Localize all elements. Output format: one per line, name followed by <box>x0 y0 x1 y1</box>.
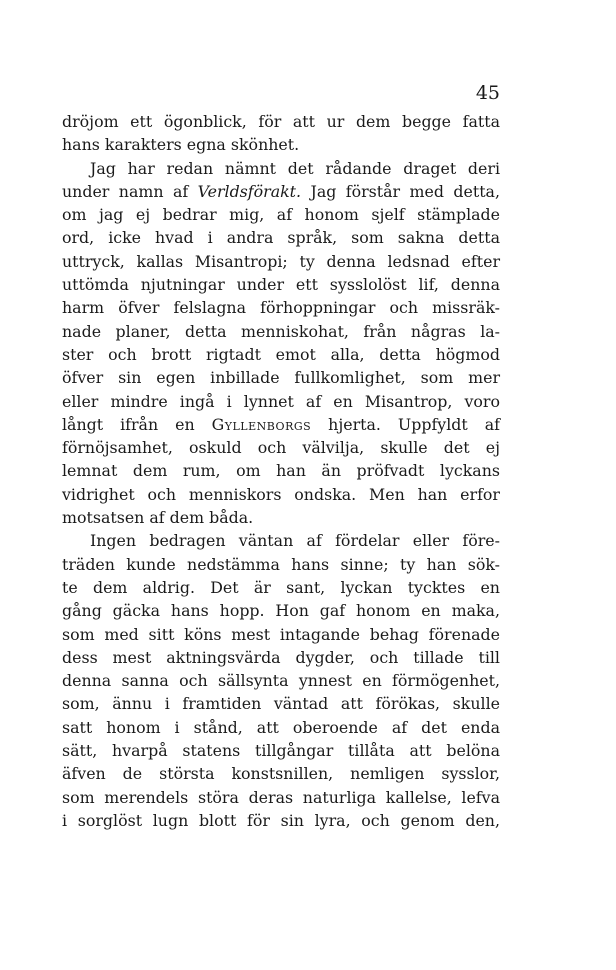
text-line: som, ännu i framtiden väntad att förökas, skulle <box>62 694 500 714</box>
text-line: Jag har redan nämnt det rådande draget deri <box>90 158 500 178</box>
text-line: satt honom i stånd, att oberoende af det enda <box>62 717 500 737</box>
text-line: nade planer, detta menniskohat, från någras la- <box>62 321 500 341</box>
text-line: sätt, hvarpå statens tillgångar tillåta att belöna <box>62 741 500 761</box>
text-line: harm öfver felslagna förhoppningar och missräk- <box>62 298 500 318</box>
body-text <box>62 110 500 832</box>
text-line: te dem aldrig. Det är sant, lyckan tycktes en <box>62 577 500 597</box>
text-line: som merendels störa deras naturliga kallelse, lefva <box>62 787 500 807</box>
text-line: ster och brott rigtadt emot alla, detta högmod <box>62 344 500 364</box>
emphasis: Verldsförakt. <box>197 181 302 201</box>
text-line: långt ifrån en Gyllenborgs hjerta. Uppfyldt af <box>62 414 500 434</box>
text-line: Ingen bedragen väntan af fördelar eller före- <box>90 531 500 551</box>
text-line: i sorglöst lugn blott för sin lyra, och genom den, <box>62 810 500 830</box>
text-line: dröjom ett ögonblick, för att ur dem begge fatta <box>62 112 500 131</box>
text-line: gång gäcka hans hopp. Hon gaf honom en maka, <box>62 601 500 621</box>
text-line: vidrighet och menniskors ondska. Men han erfor <box>62 484 500 504</box>
text-line: träden kunde nedstämma hans sinne; ty han sök- <box>62 554 500 574</box>
text-line: öfver sin egen inbillade fullkomlighet, som mer <box>62 368 500 388</box>
page-number: 45 <box>475 82 500 104</box>
text-line: äfven de största konstsnillen, nemligen sysslor, <box>62 764 500 784</box>
text-line: uttryck, kallas Misantropi; ty denna ledsnad efter <box>62 251 500 271</box>
text-line: uttömda njutningar under ett sysslolöst lif, denna <box>62 275 500 295</box>
name-small-caps: Gyllenborgs <box>211 414 312 434</box>
text-line: under namn af Verldsförakt. Jag förstår med detta, <box>62 181 500 201</box>
text-line: motsatsen af dem båda. <box>62 508 254 528</box>
text-line: förnöjsamhet, oskuld och välvilja, skulle det ej <box>62 438 500 458</box>
text-line: som med sitt köns mest intagande behag förenade <box>62 624 500 644</box>
text-line: ord, icke hvad i andra språk, som sakna detta <box>62 228 500 248</box>
text-line: denna sanna och sällsynta ynnest en förmögenhet, <box>62 671 500 691</box>
text-line: lemnat dem rum, om han än pröfvadt lyckans <box>62 461 500 481</box>
text-line: hans karakters egna skönhet. <box>62 135 300 155</box>
text-line: om jag ej bedrar mig, af honom sjelf stämplade <box>62 205 500 225</box>
text-line: dess mest aktningsvärda dygder, och tillade till <box>62 647 500 667</box>
text-line: eller mindre ingå i lynnet af en Misantrop, voro <box>62 391 500 411</box>
